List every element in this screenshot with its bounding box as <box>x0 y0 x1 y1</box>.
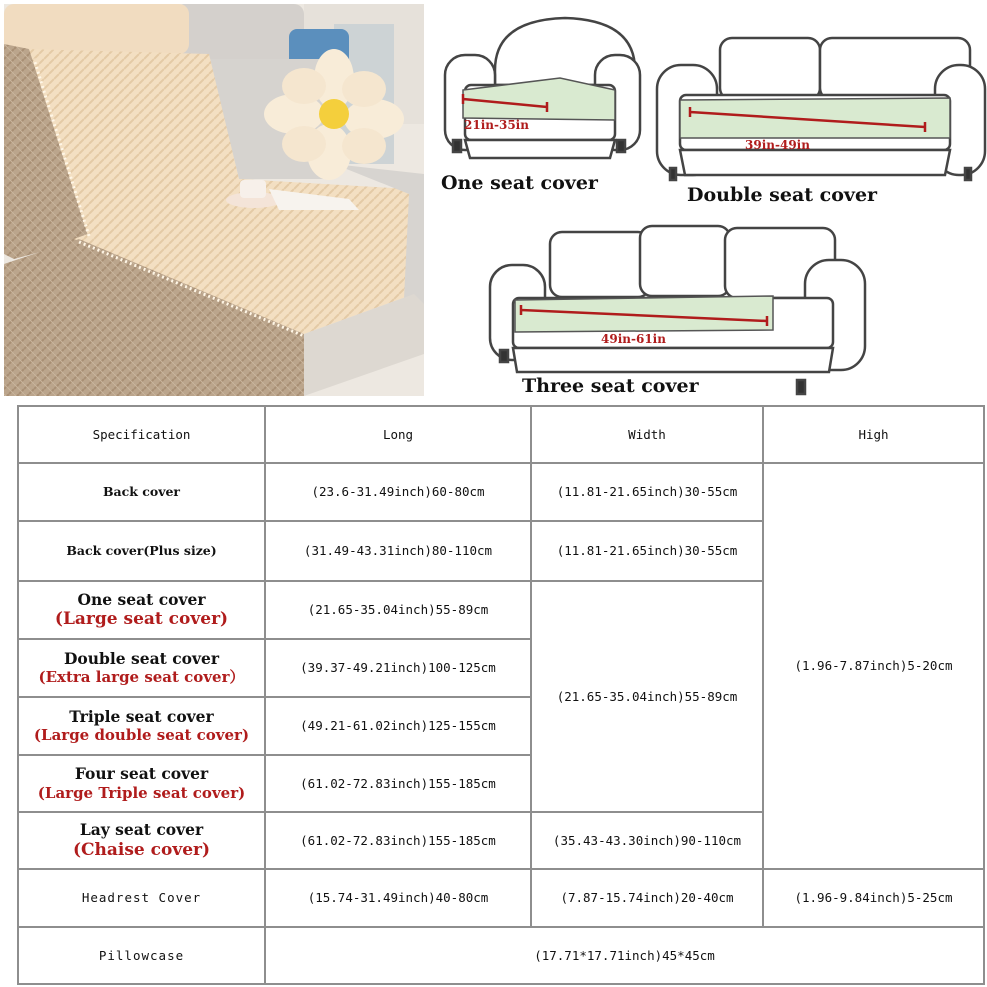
high-value-merged: (1.96-7.87inch)5-20cm <box>763 463 984 869</box>
three-seat-label: Three seat cover <box>522 375 699 397</box>
long-value: (61.02-72.83inch)155-185cm <box>265 755 531 812</box>
spec-subname: (Chaise cover) <box>72 839 211 860</box>
width-value: (35.43-43.30inch)90-110cm <box>531 812 763 869</box>
spec-subname: (Large Triple seat cover) <box>37 783 246 802</box>
long-value: (31.49-43.31inch)80-110cm <box>265 521 531 581</box>
width-value-merged: (21.65-35.04inch)55-89cm <box>531 581 763 812</box>
spec-name: Back cover <box>18 463 265 521</box>
table-row <box>18 927 984 984</box>
width-value: (11.81-21.65inch)30-55cm <box>531 521 763 581</box>
spec-subname: (Large double seat cover) <box>33 726 250 745</box>
long-value: (21.65-35.04inch)55-89cm <box>265 581 531 639</box>
spec-name: Headrest Cover <box>18 869 265 927</box>
long-value: (49.21-61.02inch)125-155cm <box>265 697 531 755</box>
spec-name-cell <box>18 639 265 697</box>
header-width: Width <box>531 406 763 463</box>
spec-name-cell <box>18 581 265 639</box>
high-value: (1.96-9.84inch)5-25cm <box>763 869 984 927</box>
one-seat-measure: 21in-35in <box>464 118 529 132</box>
spec-subname: (Large seat cover) <box>54 609 229 630</box>
spec-name: Pillowcase <box>18 927 265 984</box>
spec-name: Double seat cover <box>63 648 220 668</box>
spec-name: Lay seat cover <box>79 820 204 840</box>
specification-table <box>17 405 985 985</box>
width-value: (7.87-15.74inch)20-40cm <box>531 869 763 927</box>
long-value: (39.37-49.21inch)100-125cm <box>265 639 531 697</box>
spec-name: Triple seat cover <box>69 706 214 726</box>
double-seat-measure: 39in-49in <box>745 138 810 152</box>
width-value: (11.81-21.65inch)30-55cm <box>531 463 763 521</box>
product-photo <box>4 4 424 396</box>
long-value: (15.74-31.49inch)40-80cm <box>265 869 531 927</box>
spec-name: Back cover(Plus size) <box>18 521 265 581</box>
sofa-size-diagrams <box>425 0 987 405</box>
spec-name-cell <box>18 697 265 755</box>
spec-name: One seat cover <box>77 589 206 609</box>
table-row <box>18 463 984 521</box>
header-long: Long <box>265 406 531 463</box>
three-seat-measure: 49in-61in <box>601 332 666 346</box>
spec-name: Four seat cover <box>74 764 209 784</box>
long-value: (61.02-72.83inch)155-185cm <box>265 812 531 869</box>
table-row <box>18 869 984 927</box>
spec-subname: (Extra large seat cover） <box>38 668 245 687</box>
long-value: (23.6-31.49inch)60-80cm <box>265 463 531 521</box>
header-specification: Specification <box>18 406 265 463</box>
pillowcase-size-value: (17.71*17.71inch)45*45cm <box>265 927 984 984</box>
table-header-row <box>18 406 984 463</box>
one-seat-label: One seat cover <box>441 172 598 194</box>
double-seat-label: Double seat cover <box>687 184 878 206</box>
spec-name-cell <box>18 755 265 812</box>
spec-name-cell <box>18 812 265 869</box>
header-high: High <box>763 406 984 463</box>
